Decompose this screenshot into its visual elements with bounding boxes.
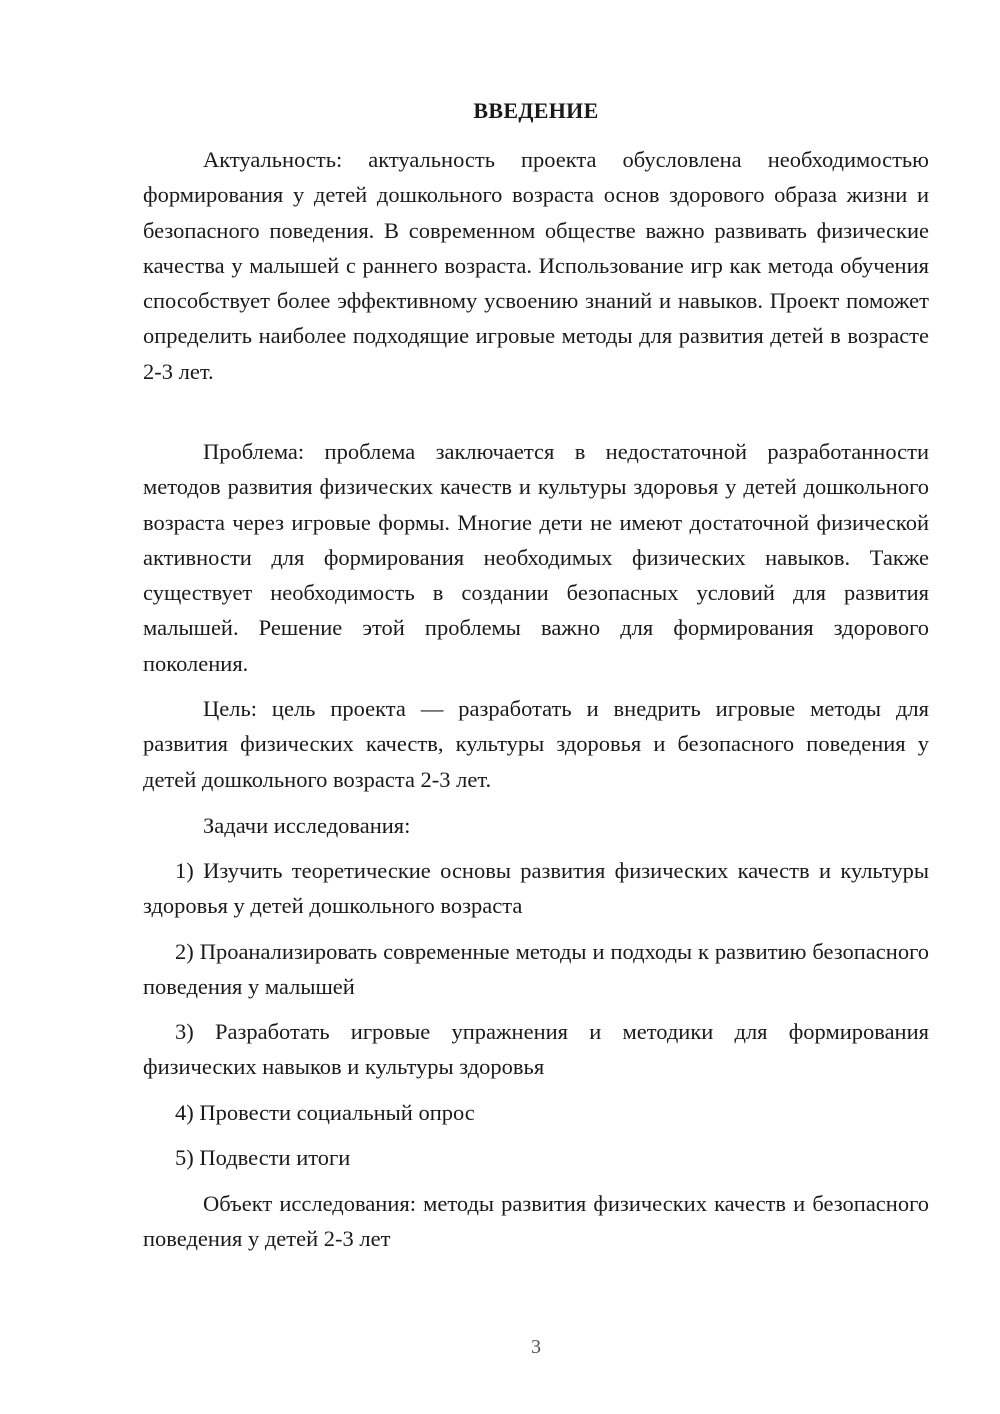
paragraph-problem: Проблема: проблема заключается в недостаточной разработанности методов развития физических качеств и культуры здоровья у детей дошкольного возраста через игровые формы. Многие дети не имеют достаточной физической активности для формирования необходимых физических навыков. Также существует необходимость в создании безопасных условий для развития малышей. Решение этой проблемы важно для формирования здорового поколения. [143, 439, 929, 676]
paragraph-goal: Цель: цель проекта — разработать и внедрить игровые методы для развития физических качеств, культуры здоровья и безопасного поведения у детей дошкольного возраста 2-3 лет. [143, 696, 929, 792]
tasks-heading: Задачи исследования: [203, 813, 411, 838]
paragraph-object: Объект исследования: методы развития физических качеств и безопасного поведения у детей 2-3 лет [143, 1191, 929, 1252]
page-title: ВВЕДЕНИЕ [473, 98, 599, 123]
task-item-4: 4) Провести социальный опрос [175, 1100, 475, 1125]
paragraph-relevance: Актуальность: актуальность проекта обусловлена необходимостью формирования у детей дошкольного возраста основ здорового образа жизни и безопасного поведения. В современном обществе важно развивать физические качества у малышей с раннего возраста. Использование игр как метода обучения способствует более эффективному усвоению знаний и навыков. Проект поможет определить наиболее подходящие игровые методы для развития детей в возрасте 2-3 лет. [143, 147, 929, 384]
task-item-1: 1) Изучить теоретические основы развития физических качеств и культуры здоровья у детей дошкольного возраста [143, 858, 929, 919]
page-number: 3 [531, 1336, 541, 1358]
task-item-5: 5) Подвести итоги [175, 1145, 351, 1170]
task-item-2: 2) Проанализировать современные методы и подходы к развитию безопасного поведения у малышей [143, 939, 929, 1000]
task-item-3: 3) Разработать игровые упражнения и методики для формирования физических навыков и культуры здоровья [143, 1019, 929, 1080]
